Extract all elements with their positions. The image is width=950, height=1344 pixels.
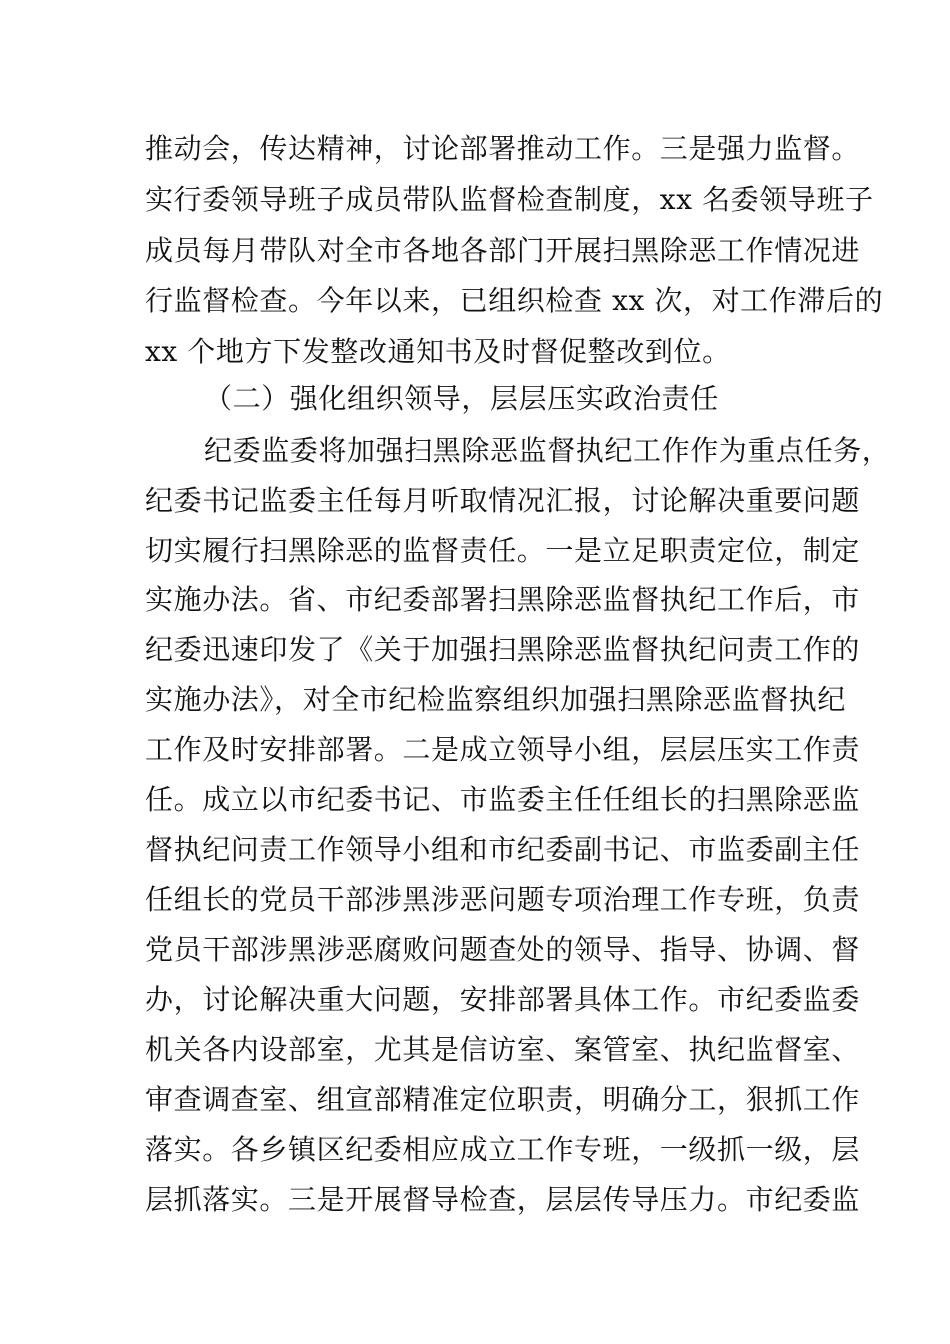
text-line: 工作及时安排部署。二是成立领导小组，层层压实工作责 (145, 733, 861, 766)
text-line: 党员干部涉黑涉恶腐败问题查处的领导、指导、协调、督 (145, 933, 861, 966)
text-line: 审查调查室、组宣部精准定位职责，明确分工，狠抓工作 (145, 1083, 861, 1116)
text-line: 机关各内设部室，尤其是信访室、案管室、执纪监督室、 (145, 1033, 861, 1066)
text-line: 督执纪问责工作领导小组和市纪委副书记、市监委副主任 (145, 833, 861, 866)
section-heading: （二）强化组织领导，层层压实政治责任 (204, 382, 719, 415)
text-line: 行监督检查。今年以来，已组织检查 xx 次，对工作滞后的 (145, 284, 884, 317)
text-line: 成员每月带队对全市各地各部门开展扫黑除恶工作情况进 (145, 234, 861, 267)
text-line: 任。成立以市纪委书记、市监委主任任组长的扫黑除恶监 (145, 783, 861, 816)
text-line: 推动会，传达精神，讨论部署推动工作。三是强力监督。 (145, 132, 861, 165)
paragraph-first-line: 纪委监委将加强扫黑除恶监督执纪工作作为重点任务， (204, 434, 891, 467)
text-line: 任组长的党员干部涉黑涉恶问题专项治理工作专班，负责 (145, 883, 861, 916)
text-line: 实施办法。省、市纪委部署扫黑除恶监督执纪工作后，市 (145, 583, 861, 616)
text-line: 纪委迅速印发了《关于加强扫黑除恶监督执纪问责工作的 (145, 633, 861, 666)
text-line: 落实。各乡镇区纪委相应成立工作专班，一级抓一级，层 (145, 1133, 861, 1166)
text-line: 切实履行扫黑除恶的监督责任。一是立足职责定位，制定 (145, 534, 861, 567)
text-line: 办，讨论解决重大问题，安排部署具体工作。市纪委监委 (145, 983, 861, 1016)
text-line: xx 个地方下发整改通知书及时督促整改到位。 (145, 335, 731, 368)
text-line: 层抓落实。三是开展督导检查，层层传导压力。市纪委监 (145, 1183, 861, 1216)
text-line: 实行委领导班子成员带队监督检查制度，xx 名委领导班子 (145, 183, 874, 216)
text-line: 实施办法》，对全市纪检监察组织加强扫黑除恶监督执纪 (145, 683, 847, 716)
text-line: 纪委书记监委主任每月听取情况汇报，讨论解决重要问题 (145, 484, 861, 517)
